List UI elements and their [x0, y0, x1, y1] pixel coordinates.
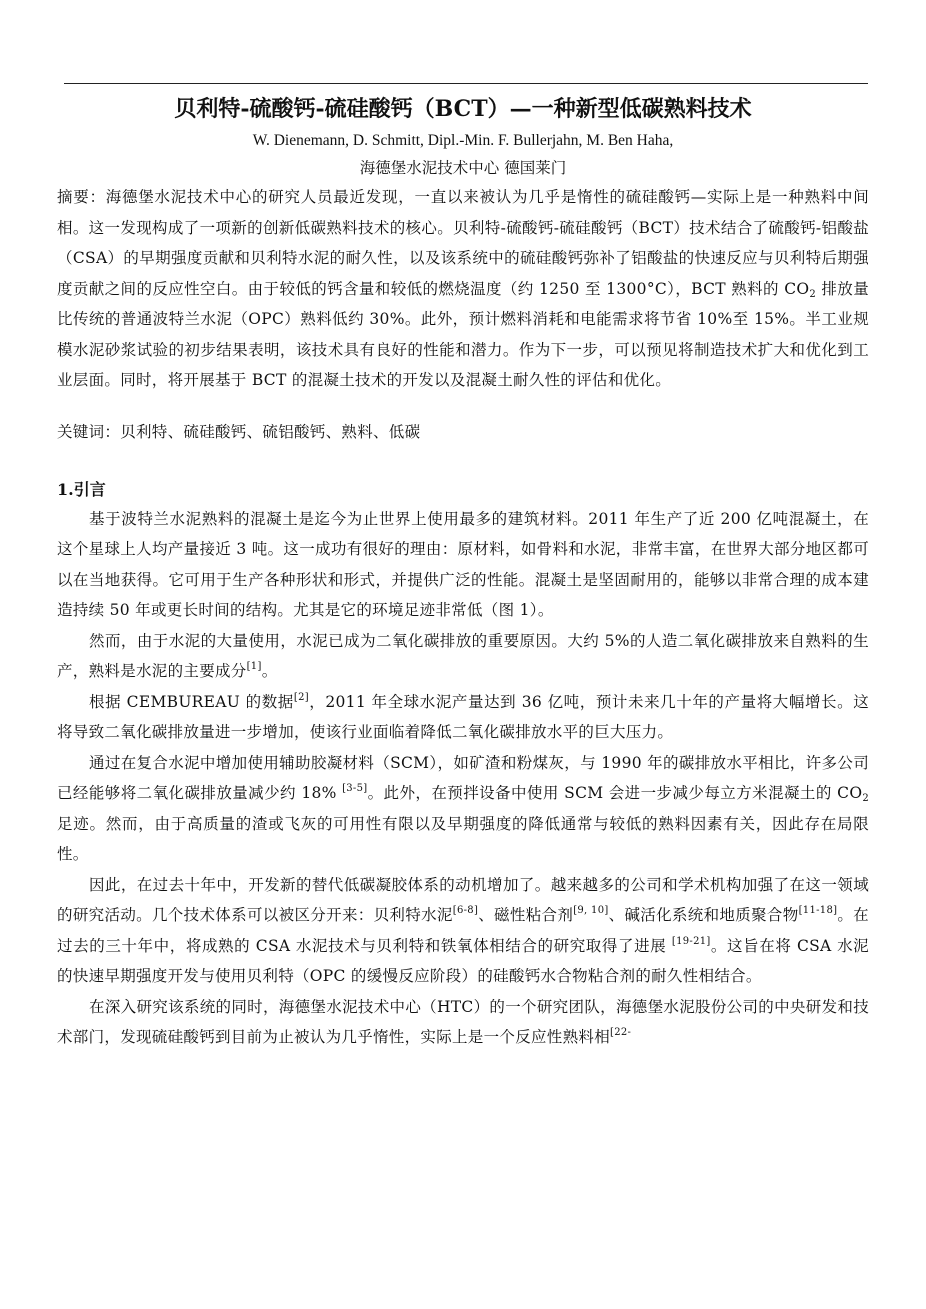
paragraph-2	[57, 626, 869, 687]
citation: [11-18]	[798, 905, 838, 916]
paragraph-1: 基于波特兰水泥熟料的混凝土是迄今为止世界上使用最多的建筑材料。2011 年生产了近 200 亿吨混凝土，在这个星球上人均产量接近 3 吨。这一成功有很好的理由：原材料，如骨料和水泥，非常丰富，在世界大部分地区都可以在当地获得。它可用于生产各种形状和形式，并提供广泛的性能。混凝土是坚固耐用的，能够以非常合理的成本建造持续 50 年或更长时间的结构。尤其是它的环境足迹非常低（图 1）。	[57, 509, 869, 619]
paragraph-5-part-b: 、磁性粘合剂	[478, 906, 574, 924]
citation: [1]	[246, 661, 262, 672]
paragraph-3-text: 根据 CEMBUREAU 的数据	[89, 692, 294, 711]
citation: [9, 10]	[573, 905, 609, 916]
abstract-text-2: 排放量比传统的普通波特兰水泥（OPC）熟料低约 30%。此外，预计燃料消耗和电能需求将节省 10%至 15%。半工业规模水泥砂浆试验的初步结果表明，该技术具有良好的性能和潜力。作为下一步，可以预见将制造技术扩大和优化到工业层面。同时，将开展基于 BCT 的混凝土技术的开发以及混凝土耐久性的评估和优化。	[57, 279, 869, 389]
affiliation: 海德堡水泥技术中心 德国莱门	[359, 159, 567, 177]
citation: [3-5]	[342, 783, 368, 794]
paragraph-5-part-d: 。在过去的三十年中，将成熟的 CSA 水泥技术与贝利特和铁氧体相结合的研究取得了进展	[57, 906, 869, 955]
citation: [19-21]	[671, 935, 711, 947]
abstract	[57, 182, 869, 396]
paragraph-5-part-c: 、碱活化系统和地质聚合物	[608, 906, 799, 924]
paragraph-4-text: 通过在复合水泥中增加使用辅助胶凝材料（SCM），如矿渣和粉煤灰，与 1990 年的碳排放水平相比，许多公司已经能够将二氧化碳排放量减少约 18%	[57, 753, 869, 802]
paragraph-6-text: 在深入研究该系统的同时，海德堡水泥技术中心（HTC）的一个研究团队，海德堡水泥股份公司的中央研发和技术部门，发现硫硅酸钙到目前为止被认为几乎惰性，实际上是一个反应性熟料相	[57, 997, 869, 1046]
paragraph-4-end: 足迹。然而，由于高质量的渣或飞灰的可用性有限以及早期强度的降低通常与较低的熟料因素有关，因此存在局限性。	[57, 814, 869, 863]
paragraph-5	[57, 870, 869, 992]
header-rule	[64, 83, 868, 84]
citation: [2]	[293, 691, 309, 703]
citation: [22-	[610, 1027, 632, 1038]
paragraph-3	[57, 687, 869, 748]
section-heading: 1.引言	[57, 479, 106, 499]
paragraph-2-text: 然而，由于水泥的大量使用，水泥已成为二氧化碳排放的重要原因。大约 5%的人造二氧化碳排放来自熟料的生产，熟料是水泥的主要成分	[57, 631, 869, 680]
subscript: 2	[862, 793, 869, 804]
paragraph-2-end: 。	[261, 662, 278, 680]
keywords: 关键词：贝利特、硫硅酸钙、硫铝酸钙、熟料、低碳	[57, 422, 421, 441]
paragraph-4	[57, 748, 869, 870]
paragraph-3-end: ，2011 年全球水泥产量达到 36 亿吨，预计未来几十年的产量将大幅增长。这将导致二氧化碳排放量进一步增加，使该行业面临着降低二氧化碳排放水平的巨大压力。	[57, 692, 869, 741]
paragraph-5-text: 因此，在过去十年中，开发新的替代低碳凝胶体系的动机增加了。越来越多的公司和学术机构加强了在这一领域的研究活动。几个技术体系可以被区分开来：贝利特水泥	[57, 875, 869, 924]
paragraph-6	[57, 992, 869, 1053]
abstract-text-1: 海德堡水泥技术中心的研究人员最近发现，一直以来被认为几乎是惰性的硫硅酸钙—实际上是一种熟料中间相。这一发现构成了一项新的创新低碳熟料技术的核心。贝利特-硫酸钙-硫硅酸钙（BCT）技术结合了硫酸钙-铝酸盐（CSA）的早期强度贡献和贝利特水泥的耐久性，以及该系统中的硫硅酸钙弥补了铝酸盐的快速反应与贝利特后期强度贡献之间的反应性空白。由于较低的钙含量和较低的燃烧温度（约 1250 至 1300°C），BCT 熟料的 CO	[57, 188, 869, 298]
abstract-label: 摘要：	[57, 188, 106, 206]
paper-title: 贝利特-硫酸钙-硫硅酸钙（BCT）—一种新型低碳熟料技术	[174, 96, 752, 122]
abstract-subscript: 2	[809, 288, 817, 300]
paragraph-5-end: 。这旨在将 CSA 水泥的快速早期强度开发与使用贝利特（OPC 的缓慢反应阶段）的硅酸钙水合物粘合剂的耐久性相结合。	[57, 936, 869, 985]
citation: [6-8]	[452, 905, 479, 916]
paper-page	[57, 92, 869, 1053]
paragraph-4-mid: 。此外，在预拌设备中使用 SCM 会进一步减少每立方米混凝土的 CO	[367, 784, 863, 802]
author-list: W. Dienemann, D. Schmitt, Dipl.-Min. F. Bullerjahn, M. Ben Haha,	[252, 132, 674, 149]
